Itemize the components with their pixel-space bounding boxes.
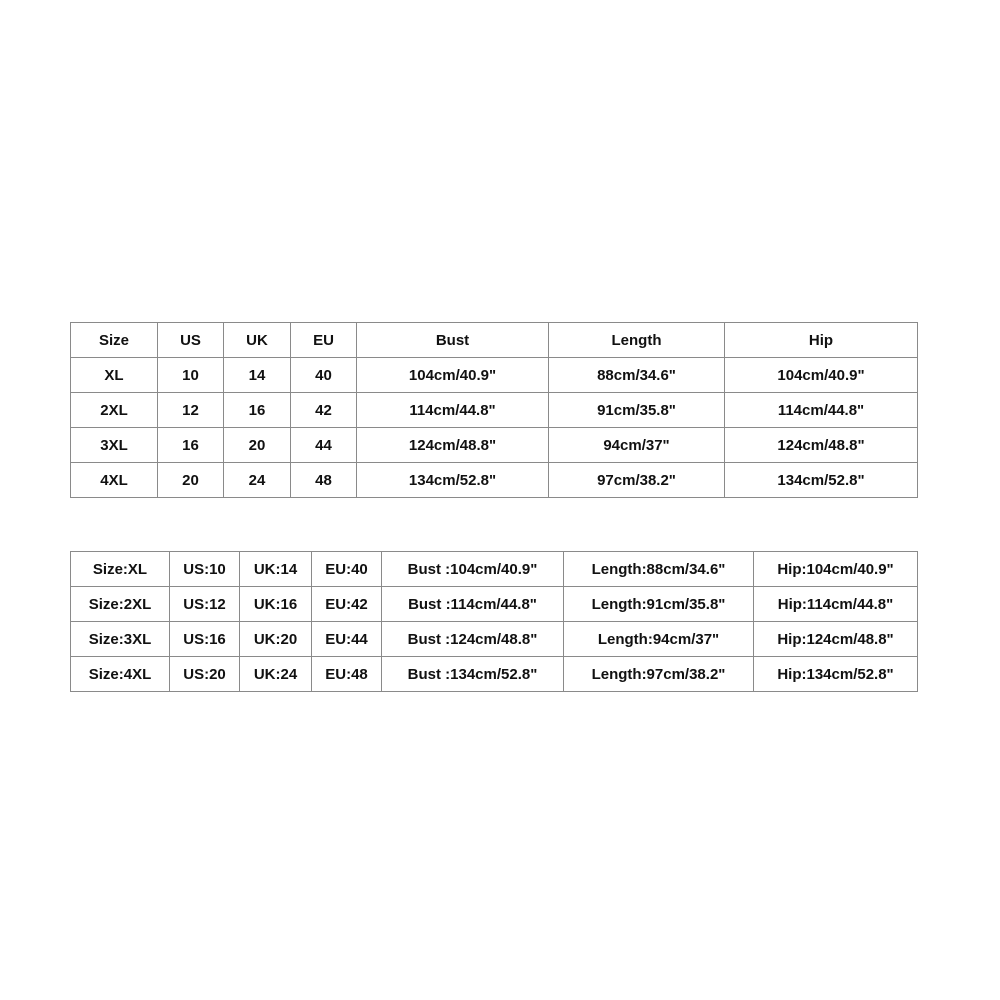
table-cell: US:16 [170,622,240,657]
table-cell: 2XL [71,393,158,428]
table-cell: Length:97cm/38.2" [564,657,754,692]
table-cell: Size:2XL [71,587,170,622]
table-cell: UK:20 [240,622,312,657]
table-cell: Length:91cm/35.8" [564,587,754,622]
table-row [71,428,918,463]
table-cell: 134cm/52.8" [357,463,549,498]
table-cell: 24 [224,463,291,498]
table-cell: Hip:104cm/40.9" [754,552,918,587]
table-row [71,552,918,587]
table-cell: EU:48 [312,657,382,692]
header-cell-eu: EU [291,323,357,358]
table-cell: 124cm/48.8" [357,428,549,463]
table-cell: UK:16 [240,587,312,622]
size-detail-table [70,551,918,692]
table-cell: XL [71,358,158,393]
table-cell: EU:40 [312,552,382,587]
header-cell-hip: Hip [725,323,918,358]
table-cell: 88cm/34.6" [549,358,725,393]
table-cell: 40 [291,358,357,393]
table-row [71,463,918,498]
table-cell: 4XL [71,463,158,498]
table-cell: Size:4XL [71,657,170,692]
table-cell: 3XL [71,428,158,463]
header-cell-us: US [158,323,224,358]
header-cell-uk: UK [224,323,291,358]
table-cell: Hip:134cm/52.8" [754,657,918,692]
table-cell: US:20 [170,657,240,692]
table-cell: 97cm/38.2" [549,463,725,498]
table-cell: UK:24 [240,657,312,692]
table-cell: 134cm/52.8" [725,463,918,498]
table-cell: 48 [291,463,357,498]
size-chart-table [70,322,918,498]
table-cell: Bust :114cm/44.8" [382,587,564,622]
table-cell: Bust :124cm/48.8" [382,622,564,657]
table-cell: Hip:114cm/44.8" [754,587,918,622]
header-cell-length: Length [549,323,725,358]
header-cell-bust: Bust [357,323,549,358]
table-cell: Size:XL [71,552,170,587]
table-cell: 94cm/37" [549,428,725,463]
table-cell: 16 [158,428,224,463]
table-cell: US:10 [170,552,240,587]
table-cell: US:12 [170,587,240,622]
table-cell: 124cm/48.8" [725,428,918,463]
table-row [71,657,918,692]
table-cell: Hip:124cm/48.8" [754,622,918,657]
table-cell: 10 [158,358,224,393]
table-cell: 14 [224,358,291,393]
table-cell: 42 [291,393,357,428]
table-cell: 12 [158,393,224,428]
table-cell: Length:88cm/34.6" [564,552,754,587]
table-cell: EU:42 [312,587,382,622]
table-cell: 44 [291,428,357,463]
table-row [71,393,918,428]
table-cell: 104cm/40.9" [357,358,549,393]
table-cell: 114cm/44.8" [725,393,918,428]
table-cell: 91cm/35.8" [549,393,725,428]
table-row [71,622,918,657]
table-cell: Bust :134cm/52.8" [382,657,564,692]
table-row [71,587,918,622]
table-cell: 20 [224,428,291,463]
header-cell-size: Size [71,323,158,358]
table-header-row [71,323,918,358]
table-cell: Length:94cm/37" [564,622,754,657]
table-row [71,358,918,393]
table-cell: Size:3XL [71,622,170,657]
table-cell: UK:14 [240,552,312,587]
table-cell: 114cm/44.8" [357,393,549,428]
table-cell: 16 [224,393,291,428]
table-cell: 20 [158,463,224,498]
table-cell: 104cm/40.9" [725,358,918,393]
table-cell: EU:44 [312,622,382,657]
table-cell: Bust :104cm/40.9" [382,552,564,587]
